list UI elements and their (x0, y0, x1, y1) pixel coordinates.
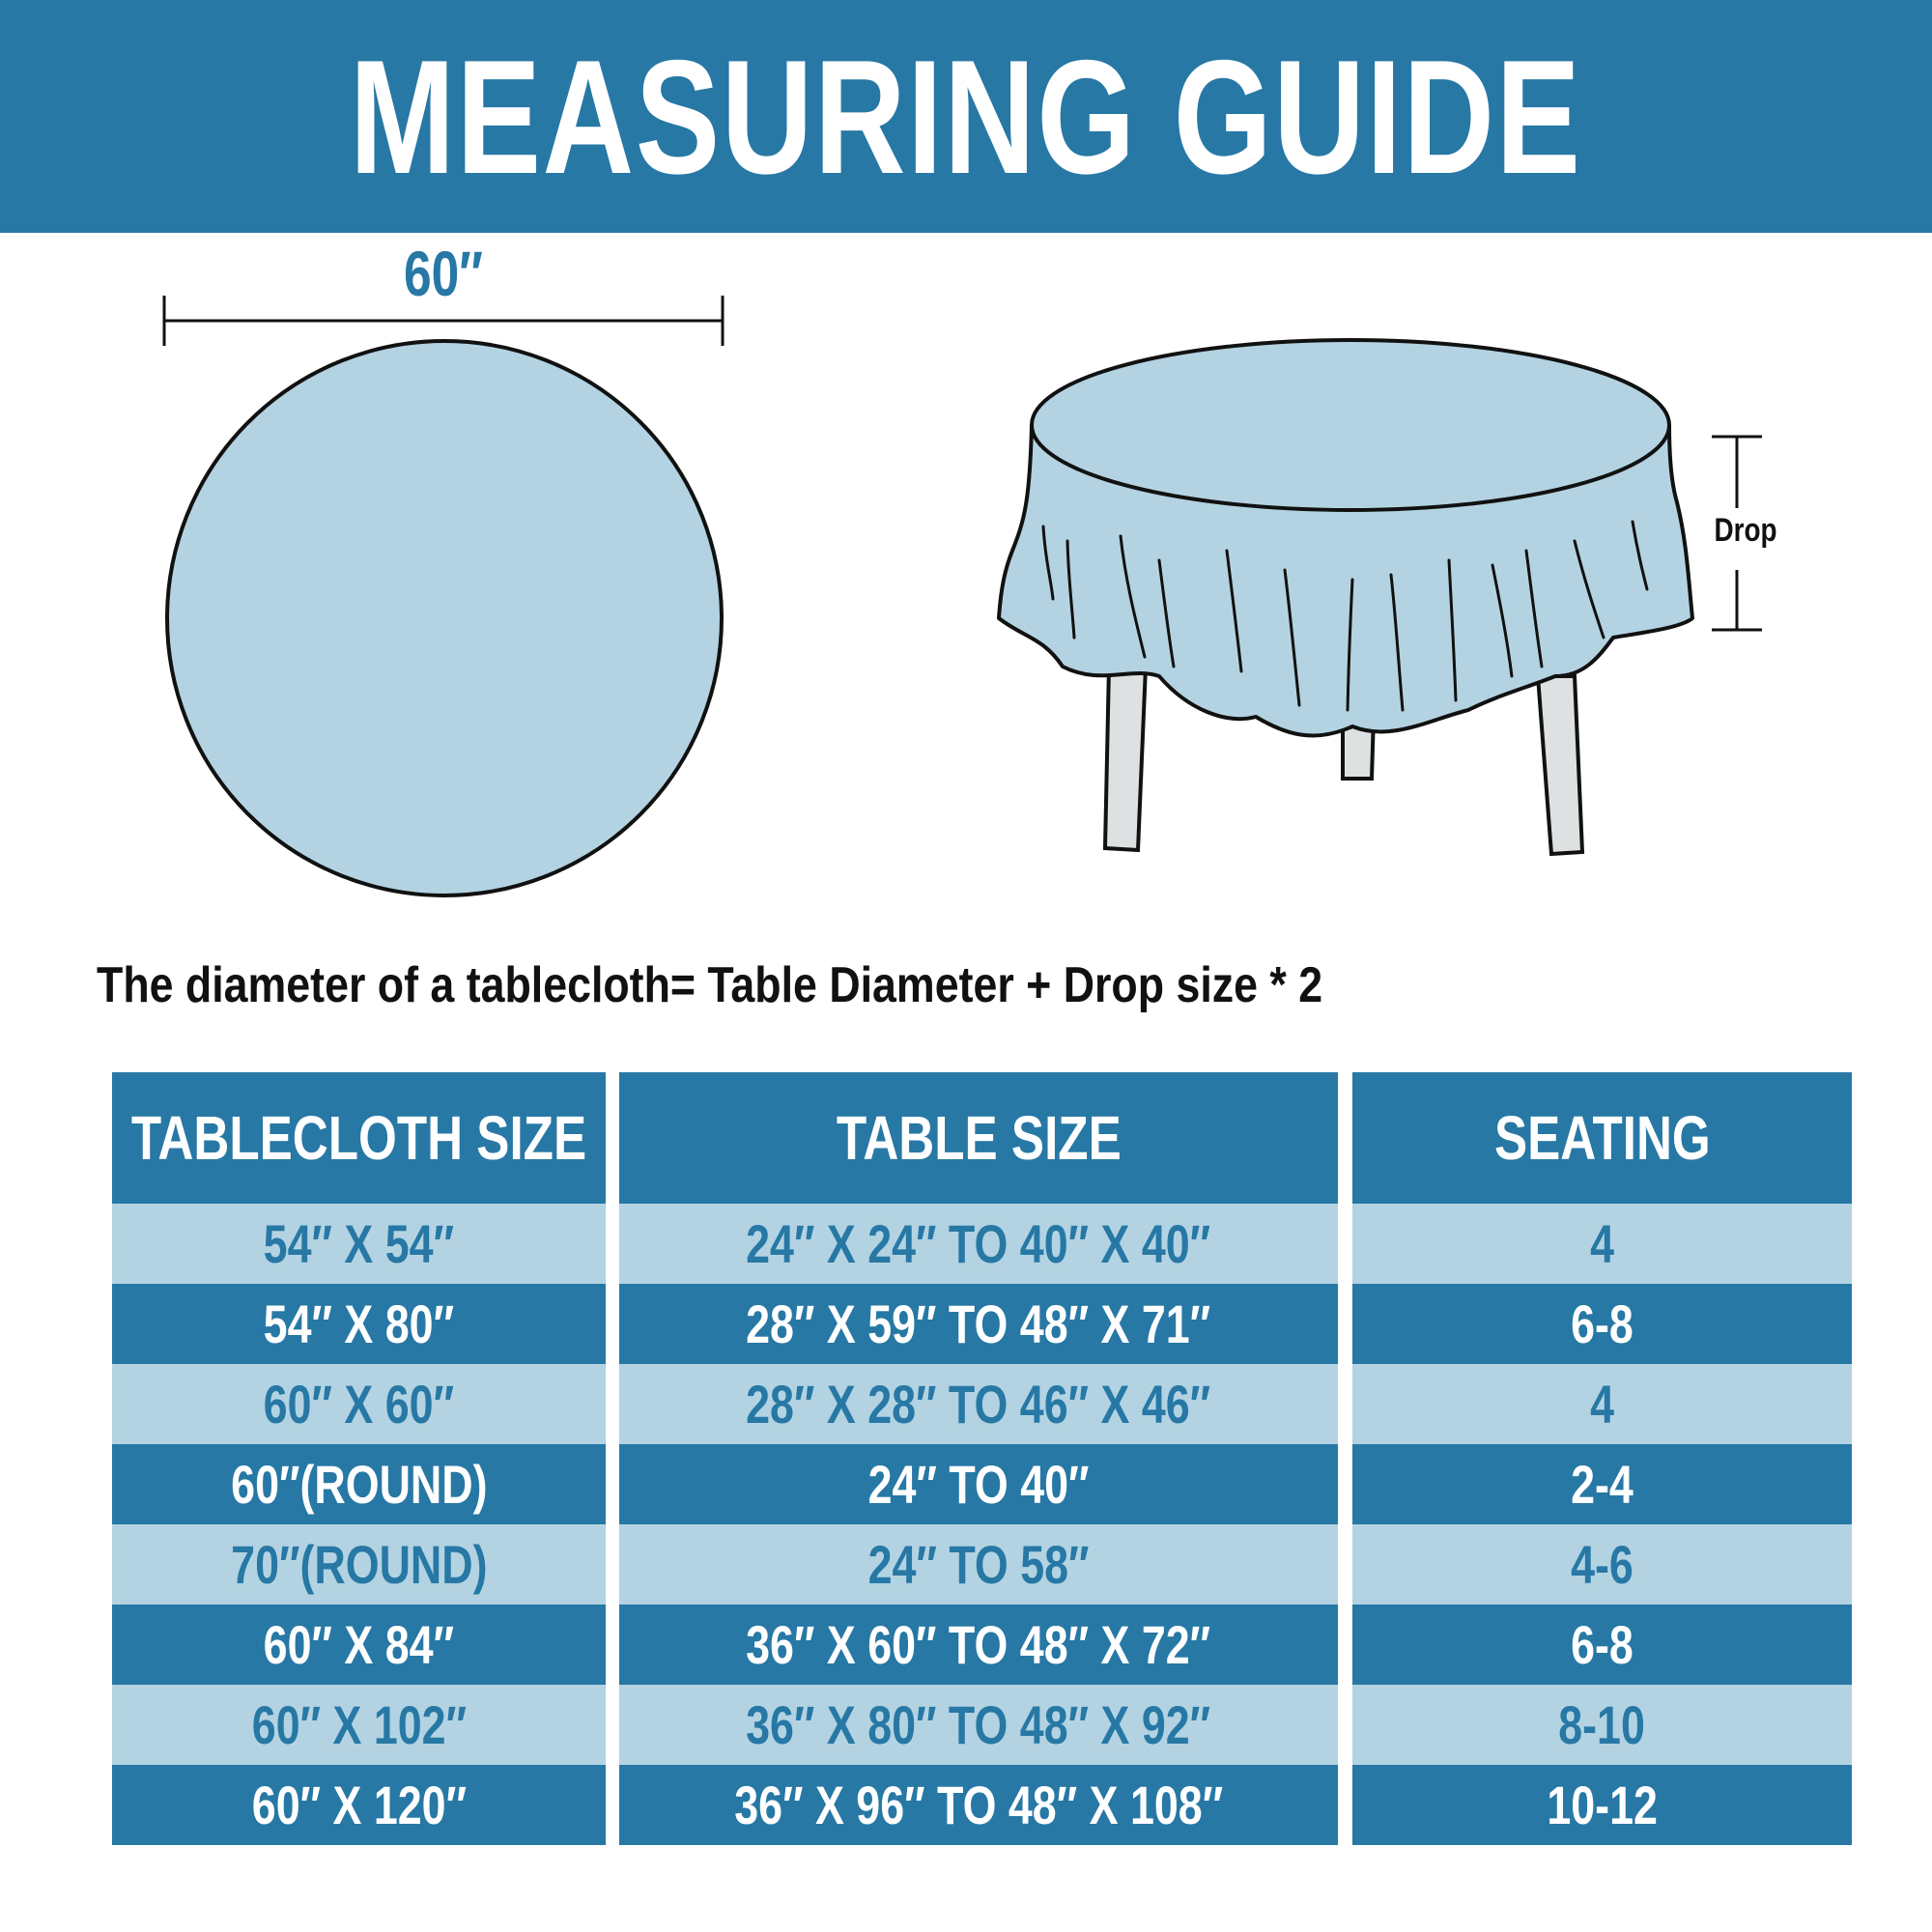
table-cell: 60″ X 120″ (112, 1765, 606, 1845)
table-cell: 36″ X 96″ TO 48″ X 108″ (619, 1765, 1338, 1845)
tabletop-ellipse (1032, 340, 1669, 510)
table-cell: 60″ X 102″ (112, 1685, 606, 1765)
table-cell: 24″ X 24″ TO 40″ X 40″ (619, 1204, 1338, 1284)
table-cell: 36″ X 60″ TO 48″ X 72″ (619, 1605, 1338, 1685)
table-cell: 60″ X 84″ (112, 1605, 606, 1685)
header-seating: SEATING (1352, 1072, 1852, 1204)
diameter-label: 60″ (404, 238, 483, 309)
round-tablecloth-circle (167, 341, 722, 895)
table-cell: 60″(ROUND) (112, 1444, 606, 1524)
table-cell: 6-8 (1352, 1605, 1852, 1685)
table-cell: 70″(ROUND) (112, 1524, 606, 1605)
table-cell: 28″ X 28″ TO 46″ X 46″ (619, 1364, 1338, 1444)
table-cell: 8-10 (1352, 1685, 1852, 1765)
table-cell: 24″ TO 58″ (619, 1524, 1338, 1605)
table-leg-left (1105, 667, 1146, 850)
column-tablecloth-size (112, 1072, 606, 1848)
table-cell: 36″ X 80″ TO 48″ X 92″ (619, 1685, 1338, 1765)
header-banner (0, 0, 1932, 233)
table-cell: 4 (1352, 1364, 1852, 1444)
draped-table-diagram (999, 340, 1692, 854)
table-cell: 54″ X 80″ (112, 1284, 606, 1364)
table-cell: 4 (1352, 1204, 1852, 1284)
page-title: MEASURING GUIDE (350, 25, 1582, 208)
illustration-area (0, 233, 1932, 928)
table-cell: 60″ X 60″ (112, 1364, 606, 1444)
column-seating (1352, 1072, 1852, 1848)
table-cell: 54″ X 54″ (112, 1204, 606, 1284)
header-tablecloth-size: TABLECLOTH SIZE (112, 1072, 606, 1204)
table-cell: 4-6 (1352, 1524, 1852, 1605)
formula-text: The diameter of a tablecloth= Table Diameter + Drop size * 2 (97, 957, 1323, 1013)
flat-tablecloth-diagram (164, 296, 723, 895)
header-table-size: TABLE SIZE (619, 1072, 1338, 1204)
table-cell: 6-8 (1352, 1284, 1852, 1364)
table-leg-right (1538, 676, 1582, 854)
table-cell: 28″ X 59″ TO 48″ X 71″ (619, 1284, 1338, 1364)
table-cell: 24″ TO 40″ (619, 1444, 1338, 1524)
table-cell: 10-12 (1352, 1765, 1852, 1845)
drop-label: Drop (1714, 512, 1777, 549)
table-cell: 2-4 (1352, 1444, 1852, 1524)
column-table-size (619, 1072, 1338, 1848)
